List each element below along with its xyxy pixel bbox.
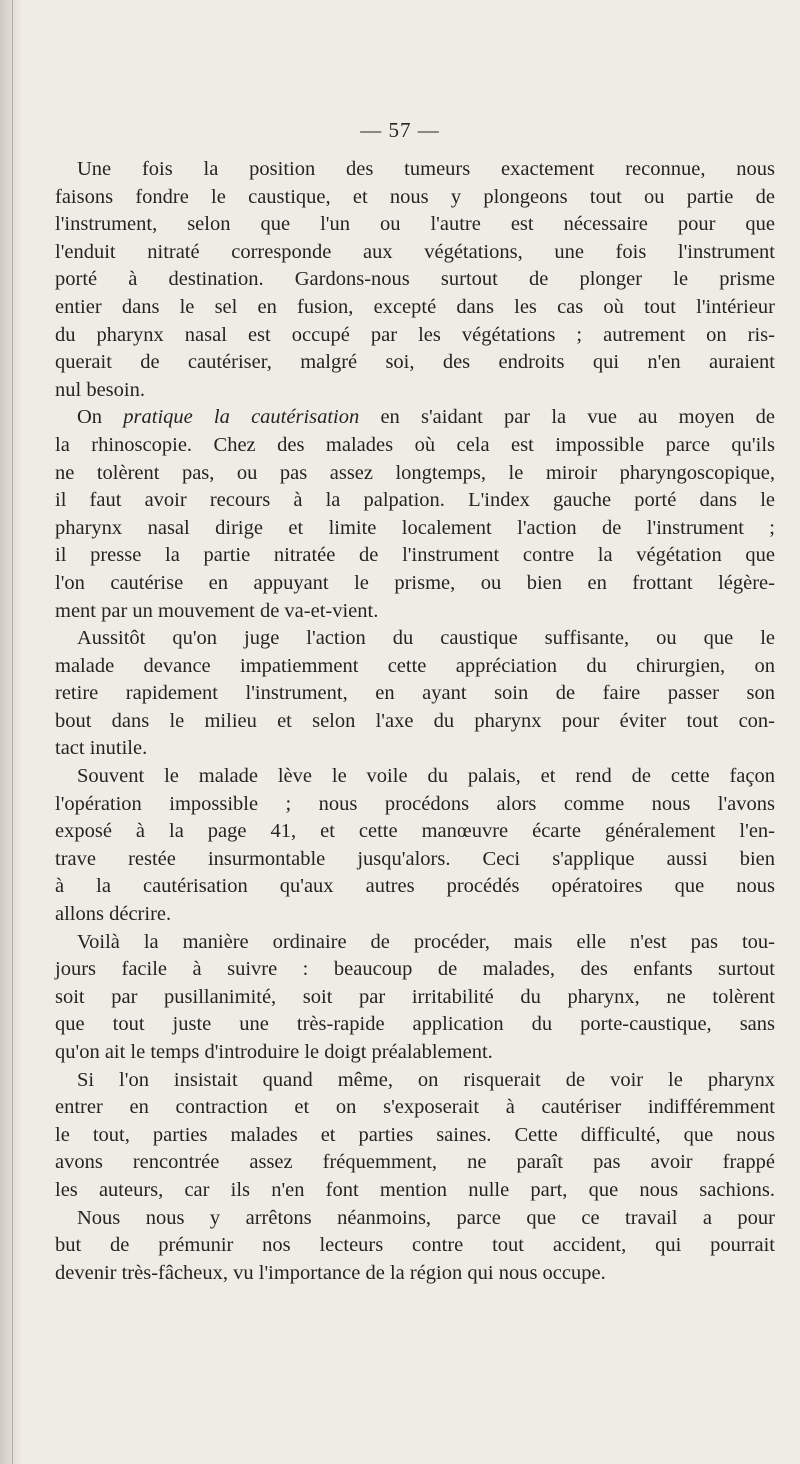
binding-shadow [0,0,22,1464]
text-line: entier dans le sel en fusion, excepté dans les cas où tout l'intérieur [55,295,775,318]
text-line: allons décrire. [55,903,172,926]
text-line: du pharynx nasal est occupé par les végétations ; autrement on ris- [55,323,775,346]
text-line: qu'on ait le temps d'introduire le doigt préalablement. [55,1041,493,1063]
text-line: soit par pusillanimité, soit par irritabilité du pharynx, ne tolèrent [55,985,775,1008]
text-line: pharynx nasal dirige et limite localement l'action de l'instrument ; [55,516,775,539]
text-line: tact inutile. [55,737,148,760]
text-line: nul besoin. [55,378,145,401]
text-line: faisons fondre le caustique, et nous y plongeons tout ou partie de [55,185,775,208]
paragraph-6 [55,1067,775,1288]
text-line: entrer en contraction et on s'exposerait à cautériser indifféremment [55,1096,775,1119]
text-line: ment par un mouvement de va-et-vient. [55,599,379,622]
text-line: le tout, parties malades et parties saines. Cette difficulté, que nous [55,1123,775,1146]
body-text [55,156,775,1287]
text-line: il presse la partie nitratée de l'instrument contre la végétation que [55,544,775,567]
text-fragment: en s'aidant par la vue au moyen de [359,406,776,429]
text-line: malade devance impatiemment cette appréciation du chirurgien, on [55,654,775,677]
text-line: bout dans le milieu et selon l'axe du pharynx pour éviter tout con- [55,709,775,732]
text-line: Nous nous y arrêtons néanmoins, parce que ce travail a pour [77,1206,775,1229]
text-line: les auteurs, car ils n'en font mention nulle part, que nous sachions. [55,1178,775,1201]
text-line-with-emphasis [55,404,775,432]
text-fragment: On [77,406,124,429]
text-line: Voilà la manière ordinaire de procéder, mais elle n'est pas tou- [77,930,775,953]
text-line: l'enduit nitraté corresponde aux végétations, une fois l'instrument [55,240,775,263]
binding-edge [12,0,13,1464]
paragraph-2 [55,404,775,625]
paragraph-3 [55,625,775,763]
text-line: l'on cautérise en appuyant le prisme, ou bien en frottant légère- [55,571,775,594]
text-line: retire rapidement l'instrument, en ayant soin de faire passer son [55,682,775,705]
text-line: que tout juste une très-rapide application du porte-caustique, sans [55,1013,775,1036]
text-line: trave restée insurmontable jusqu'alors. Ceci s'applique aussi bien [55,847,775,870]
text-line: Souvent le malade lève le voile du palais, et rend de cette façon [77,765,775,788]
text-line: avons rencontrée assez fréquemment, ne paraît pas avoir frappé [55,1151,775,1174]
paragraph-5 [55,929,775,1067]
paragraph-1 [55,156,775,404]
text-line: ne tolèrent pas, ou pas assez longtemps, le miroir pharyngoscopique, [55,461,775,484]
text-line: querait de cautériser, malgré soi, des endroits qui n'en auraient [55,351,775,374]
text-line: Si l'on insistait quand même, on risquerait de voir le pharynx [77,1068,775,1091]
text-line: porté à destination. Gardons-nous surtout de plonger le prisme [55,268,775,291]
text-line: devenir très-fâcheux, vu l'importance de la région qui nous occupe. [55,1261,606,1284]
text-line: il faut avoir recours à la palpation. L'index gauche porté dans le [55,489,775,512]
text-line: jours facile à suivre : beaucoup de malades, des enfants surtout [55,958,775,981]
text-line: à la cautérisation qu'aux autres procédés opératoires que nous [55,875,775,898]
text-line: Une fois la position des tumeurs exactement reconnue, nous [77,158,775,180]
text-line: exposé à la page 41, et cette manœuvre écarte généralement l'en- [55,820,775,843]
paragraph-4 [55,763,775,929]
text-line: but de prémunir nos lecteurs contre tout accident, qui pourrait [55,1234,775,1257]
text-line: la rhinoscopie. Chez des malades où cela est impossible parce qu'ils [55,433,775,456]
page-number: — 57 — [360,118,440,142]
text-line: l'opération impossible ; nous procédons alors comme nous l'avons [55,792,775,815]
text-line: l'instrument, selon que l'un ou l'autre est nécessaire pour que [55,213,775,236]
emphasis-text: pratique la cautérisation [123,406,360,429]
text-line: Aussitôt qu'on juge l'action du caustique suffisante, ou que le [77,627,775,650]
